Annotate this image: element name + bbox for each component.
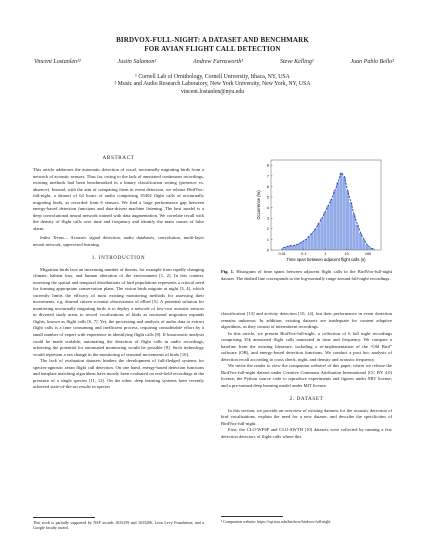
dataset-paragraph-2: First, the CLO-WFSP and CLO-SWTH [10] datasets were collected by running a few detection detectors of flight calls where this (221, 427, 392, 439)
abstract-text: This article addresses the automatic detection of vocal, nocturnally migrating birds from a network of acoustic sensors. Thus far, owing to the lack of annotated continuous recordings, existing methods had been benchmarked in a binary classification setting (presence vs. absence). Instead, with the aim of comparing them in event detection, we release BirdVox-full-night, a dataset of 62 hours of audio comprising 35402 flight calls of nocturnally migrating birds, as recorded from 6 sensors. We find a large performance gap between energy-based detection functions and data-driven machine listening. The best model is a deep convolutional neural network trained with data augmentation. We correlate recall with the density of flight calls over time and frequency and identify the main causes of false alarm. (33, 167, 204, 231)
website-footnote: ¹ Companion website: https://wp.nyu.edu/birdvox/birdvox-full-night (221, 519, 331, 524)
caption-label: Fig. 1. (221, 269, 235, 274)
histogram-bar (330, 199, 333, 250)
y-axis-label: Occurrence (%) (256, 190, 261, 220)
caption-text: Histogram of time spans between adjacent flight calls in the BirdVox-full-night dataset. The dashed line corresponds to the log-normally range around full-night recordings. (221, 269, 393, 281)
histogram-bar (320, 218, 323, 250)
x-tick-label: 0.1 (301, 252, 307, 256)
author-name: Juan Pablo Bello² (350, 59, 394, 65)
author-name: Justin Salamon² (117, 59, 157, 65)
affiliation-1: ¹ Cornell Lab of Ornithology, Cornell University, Ithaca, NY, USA (135, 74, 290, 80)
y-tick-label: 5 (266, 195, 269, 200)
histogram-bar (343, 177, 346, 250)
abstract-heading: ABSTRACT (102, 155, 135, 161)
histogram-bar (340, 173, 343, 250)
index-terms-label: Index Terms— (40, 235, 68, 241)
x-tick-label: 10 (344, 252, 349, 256)
left-column (33, 155, 204, 391)
histogram-bar (336, 182, 339, 250)
y-tick-label: 4 (266, 206, 269, 211)
histogram-bar (333, 191, 336, 250)
x-tick-label: 100 (364, 252, 372, 256)
footnote-rule (221, 516, 283, 517)
histogram-bar (324, 212, 327, 250)
intro-heading: 1. INTRODUCTION (91, 254, 146, 261)
author-name: Andrew Farnsworth¹ (193, 59, 244, 65)
histogram-bar (346, 191, 349, 250)
figure-caption (221, 269, 392, 282)
title-line-2: FOR AVIAN FLIGHT CALL DETECTION (144, 45, 281, 53)
histogram-bar (285, 247, 288, 250)
title-line-1: BIRDVOX-FULL-NIGHT: A DATASET AND BENCHMARK (116, 36, 309, 44)
histogram-bar (291, 246, 294, 250)
histogram-bar (356, 225, 359, 250)
y-tick-label: 7 (266, 174, 269, 179)
x-axis-label: Time span between adjacent flight calls (s) (286, 257, 366, 262)
right-column (221, 311, 392, 440)
y-tick-label: 2 (266, 227, 269, 232)
affiliation-2: ² Music and Audio Research Laboratory, New York University, New York, NY, USA (114, 81, 311, 88)
histogram-bar (349, 202, 352, 250)
y-tick-label: 6 (266, 184, 269, 189)
author-email: vincent.lostanlen@nyu.edu (180, 88, 245, 95)
affiliations (0, 74, 425, 96)
paper-title (0, 36, 425, 54)
x-tick-label: 0.01 (278, 252, 286, 256)
right-paragraph-1: classification [13] and activity detection [10, 14], but their performance in event detection remains unknown. In addition, existing datasets are inadequate for content adaptive algorithms, as they consist of intermittent recordings. (221, 311, 392, 330)
histogram-bar (288, 246, 291, 250)
author-name: Steve Kelling¹ (280, 59, 314, 65)
index-terms-text: Acoustic signal detection, audio databases, convolution, multi-layer neural network, supervised learning. (33, 235, 204, 248)
histogram-bar (308, 236, 311, 250)
dataset-paragraph-1: In this section, we provide an overview of existing datasets for the acoustic detection of bird vocalizations, explain the need for a new dataset, and describe the specificities of BirdVox-full-night. (221, 407, 392, 426)
histogram-bar (317, 224, 320, 250)
intro-paragraph-2: The lack of evaluation datasets hinders the development of full-fledged systems for species-agnostic avian flight call detection. On one hand, energy-based detection functions and template matching algorithms have mostly been evaluated on real-field recordings in the presence of a single species [11, 12]. On the other, deep learning systems have recently achieved state-of-the-art results in species (33, 358, 204, 390)
histogram-bar (298, 244, 301, 250)
histogram-figure (221, 150, 392, 264)
footnote-rule (33, 517, 95, 518)
histogram-bar (311, 233, 314, 250)
x-tick-label: 1 (324, 252, 327, 256)
y-tick-label: 0 (266, 248, 269, 253)
index-terms (33, 235, 204, 248)
y-tick-label: 3 (266, 216, 269, 221)
histogram-bar (281, 248, 284, 250)
funding-footnote: This work is partially supported by NSF awards 1633259 and 1633206, Leon Levy Foundation, and a Google faculty award. (33, 520, 204, 531)
histogram-bar (304, 239, 307, 250)
y-tick-label: 1 (266, 237, 269, 242)
histogram-bar (372, 249, 375, 250)
histogram-bar (314, 229, 317, 250)
histogram-bar (365, 245, 368, 250)
intro-paragraph-1: Migration birds face an increasing number of threats, for example from rapidly changing climate, habitat loss, and human alteration of the environment [1, 2]. In this context, assessing the spatial and temporal distributions of bird populations represents a critical need for forming appropriate conservation plans. The vision birds migrate at night [3, 4], which currently limits the efficacy of most existing monitoring methods for assessing their movements, e.g. diurnal citizen scientist observations of eBird [5]. A potential solution for monitoring nocturnally migrating birds is to deploy a network of low-cost acoustic sensors in diverted study areas to record vocalizations of birds as nocturnal migration expands flights, known as flight calls [6, 7]. Yet, the processing and analysis of audio data to extract flight calls is a time consuming and inefficient process, requiring considerable effort by a small number of expert with experience in identifying flight calls [8]. If bioacoustic analysis could be made scalable, automating the detection of flight calls in audio recordings, achieving the potential for automated monitoring would be possible [9]. Such technology would represent a sea change in the monitoring of seasonal movements of birds [10]. (33, 266, 204, 357)
dataset-heading: 2. DATASET (289, 395, 324, 402)
author-name: Vincent Lostanlen¹² (34, 59, 81, 65)
right-paragraph-2: In this article, we present BirdVox-full-night, a collection of 6 full night recordings comprising 35k annotated flight calls annotated in time and frequency. We compare a baseline from the existing literature, including a re-implementation of the “Old Bird” software (OB), and energy-based detection functions. We conduct a post hoc analysis of detection recall according to cross check, night, and density and acoustic frequency. (221, 330, 392, 362)
histogram-bar (352, 214, 355, 250)
histogram-bar (301, 242, 304, 250)
histogram-bar (327, 206, 330, 250)
author-list (34, 59, 394, 65)
y-tick-label: 8 (266, 163, 269, 168)
right-paragraph-3: We invite the reader to view the companion website¹ of this paper, where we release the BirdVox-full-night dataset under Creative Commons Attribution International (CC BY 4.0) license; the Python source code to reproduce experiments and figures under MIT license; and a pre-trained deep learning model under MIT license. (221, 363, 392, 389)
